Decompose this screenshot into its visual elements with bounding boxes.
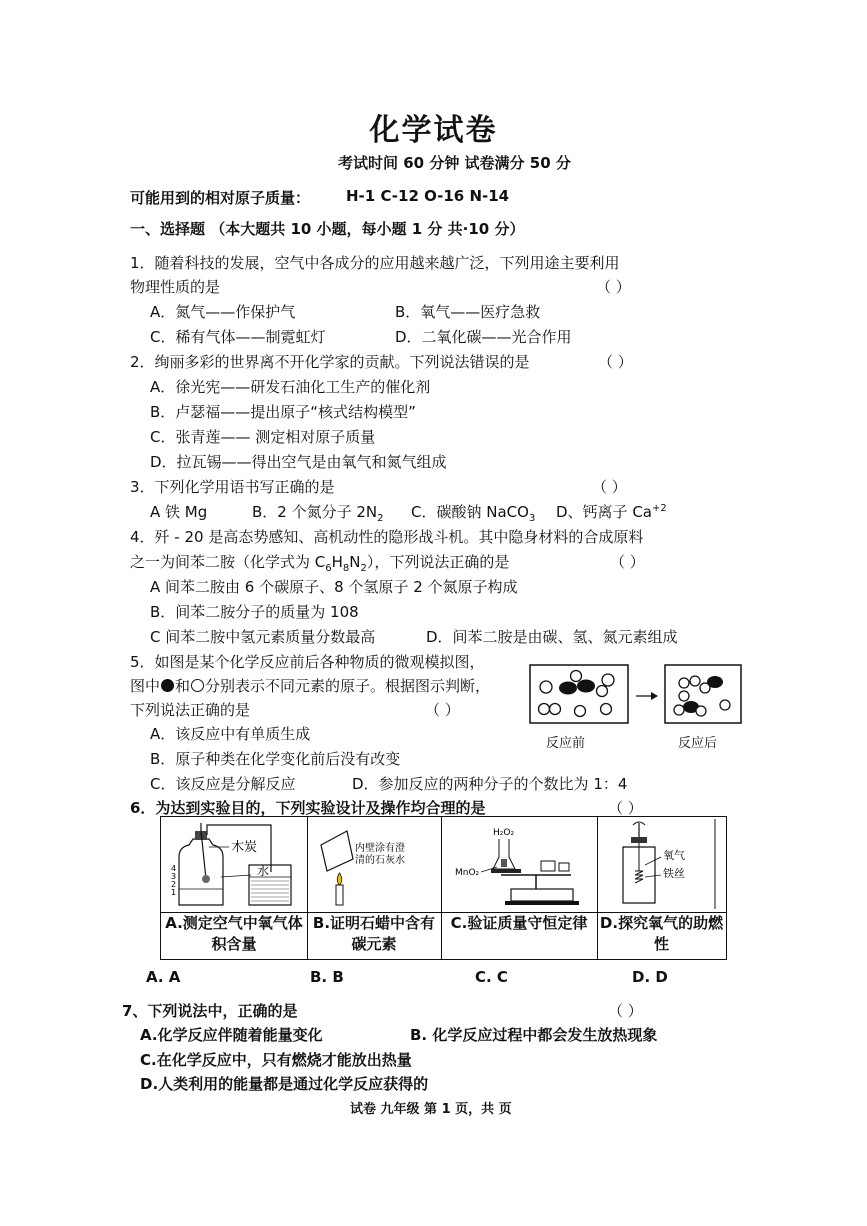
q1-answer-paren: （ ） — [596, 278, 631, 296]
q4-stem-line2: 之一为间苯二胺（化学式为 $C_6H_8N_2$），下列说法正确的是 — [130, 553, 510, 574]
q1-stem-line1: 1．随着科技的发展，空气中各成分的应用越来越广泛，下列用途主要利用 — [130, 254, 620, 272]
q6-option-d: D. D — [632, 968, 668, 986]
exam-info: 考试时间 60 分钟 试卷满分 50 分 — [338, 154, 571, 172]
h2o2-label: H₂O₂ — [493, 828, 515, 838]
q5-answer-paren: （ ） — [425, 701, 460, 719]
limewater-label-line2: 清的石灰水 — [355, 855, 405, 866]
q5-stem-line3: 下列说法正确的是 — [130, 701, 251, 719]
atomic-mass-values: H-1 C-12 O-16 N-14 — [346, 187, 510, 205]
q2-stem: 2．绚丽多彩的世界离不开化学家的贡献。下列说法错误的是 — [130, 353, 530, 371]
q7-option-a: A.化学反应伴随着能量变化 — [140, 1026, 323, 1044]
q2-option-b: B．卢瑟福——提出原子“核式结构模型” — [150, 403, 416, 421]
q4-option-a: A 间苯二胺由 6 个碳原子、8 个氢原子 2 个氮原子构成 — [150, 578, 518, 596]
oxygen-label: 氧气 — [663, 849, 685, 862]
scale-3: 3 — [171, 872, 177, 881]
atomic-mass-label: 可能用到的相对原子质量： — [130, 189, 311, 207]
q3-option-c: C．碳酸钠 NaCO$_3$ — [411, 503, 536, 524]
q5-option-a: A．该反应中有单质生成 — [150, 725, 311, 743]
iron-wire-label: 铁丝 — [663, 867, 685, 880]
q4-stem-line1: 4．歼 - 20 是高态势感知、高机动性的隐形战斗机。其中隐身材料的合成原料 — [130, 528, 644, 546]
balance-image — [441, 817, 597, 912]
q3-answer-paren: （ ） — [592, 478, 627, 496]
q7-answer-paren: （ ） — [608, 1002, 643, 1020]
q2-option-d: D．拉瓦锡——得出空气是由氧气和氮气组成 — [150, 453, 447, 471]
q1-stem-line2: 物理性质的是 — [130, 278, 221, 296]
before-label: 反应前 — [546, 736, 586, 751]
q3-stem: 3．下列化学用语书写正确的是 — [130, 478, 335, 496]
q1-option-c: C．稀有气体——制霓虹灯 — [150, 328, 326, 346]
q1-option-b: B．氧气——医疗急救 — [395, 303, 541, 321]
q2-option-c: C．张青莲—— 测定相对原子质量 — [150, 428, 376, 446]
experiment-a — [161, 817, 308, 959]
q4-answer-paren: （ ） — [610, 553, 645, 571]
carbon-label: 木炭 — [231, 840, 258, 855]
q4-option-d: D．间苯二胺是由碳、氢、氮元素组成 — [426, 628, 678, 646]
q7-option-b: B. 化学反应过程中都会发生放热现象 — [410, 1026, 658, 1044]
after-label: 反应后 — [678, 736, 718, 751]
q2-option-a: A．徐光宪——研发石油化工生产的催化剂 — [150, 378, 431, 396]
q3-option-b: B．2 个氮分子 $2N_2$ — [252, 503, 384, 524]
q7-stem: 7、下列说法中，正确的是 — [122, 1002, 298, 1020]
page-title: 化学试卷 — [369, 113, 498, 148]
black-atom-icon — [161, 679, 174, 692]
white-atom-icon — [191, 679, 204, 692]
q6-option-b: B. B — [310, 968, 344, 986]
iron-wire-oxygen-image — [597, 817, 726, 912]
q1-option-a: A．氮气——作保护气 — [150, 303, 296, 321]
q4-option-b: B．间苯二胺分子的质量为 108 — [150, 603, 359, 621]
scale-1: 1 — [171, 888, 177, 897]
q6-option-a: A. A — [146, 968, 181, 986]
candle-beaker-image — [307, 817, 441, 912]
limewater-label-line1: 内壁涂有澄 — [355, 843, 405, 854]
caption-b: B.证明石蜡中含有碳元素 — [307, 912, 441, 958]
air-oxygen-apparatus-image — [161, 817, 307, 912]
q5-option-c: C．该反应是分解反应 — [150, 775, 296, 793]
section-heading: 一、选择题 （本大题共 10 小题，每小题 1 分 共·10 分） — [130, 220, 525, 238]
scale-2: 2 — [171, 880, 177, 889]
q4-option-c: C 间苯二胺中氢元素质量分数最高 — [150, 628, 376, 646]
experiment-d — [597, 817, 726, 959]
page-footer: 试卷 九年级 第 1 页，共 页 — [350, 1102, 512, 1117]
caption-d: D.探究氧气的助燃性 — [597, 912, 726, 958]
q2-answer-paren: （ ） — [598, 353, 633, 371]
mno2-label: MnO₂ — [455, 868, 480, 878]
q5-stem-line1: 5．如图是某个化学反应前后各种物质的微观模拟图， — [130, 653, 485, 671]
q5-option-d: D．参加反应的两种分子的个数比为 1：4 — [352, 775, 628, 793]
reaction-micro-diagram — [528, 663, 743, 725]
experiment-c — [441, 817, 598, 959]
q7-option-d: D.人类利用的能量都是通过化学反应获得的 — [140, 1075, 429, 1093]
water-label: 水 — [257, 864, 270, 878]
caption-a: A.测定空气中氧气体积含量 — [161, 912, 307, 958]
q7-option-c: C.在化学反应中，只有燃烧才能放出热量 — [140, 1051, 412, 1069]
q5-option-b: B．原子种类在化学变化前后没有改变 — [150, 750, 401, 768]
q3-option-d: D、钙离子 $Ca^{+2}$ — [556, 503, 667, 521]
experiment-table — [160, 816, 727, 960]
scale-4: 4 — [171, 864, 177, 873]
q5-stem-line2: 图中 和 分别表示不同元素的原子。根据图示判断， — [130, 677, 491, 695]
q3-option-a: A 铁 Mg — [150, 503, 208, 521]
experiment-b — [307, 817, 442, 959]
q6-answer-paren: （ ） — [608, 799, 643, 817]
q1-option-d: D．二氧化碳——光合作用 — [395, 328, 572, 346]
caption-c: C.验证质量守恒定律 — [441, 912, 597, 958]
q6-stem: 6．为达到实验目的，下列实验设计及操作均合理的是 — [130, 799, 486, 817]
q6-option-c: C. C — [475, 968, 508, 986]
